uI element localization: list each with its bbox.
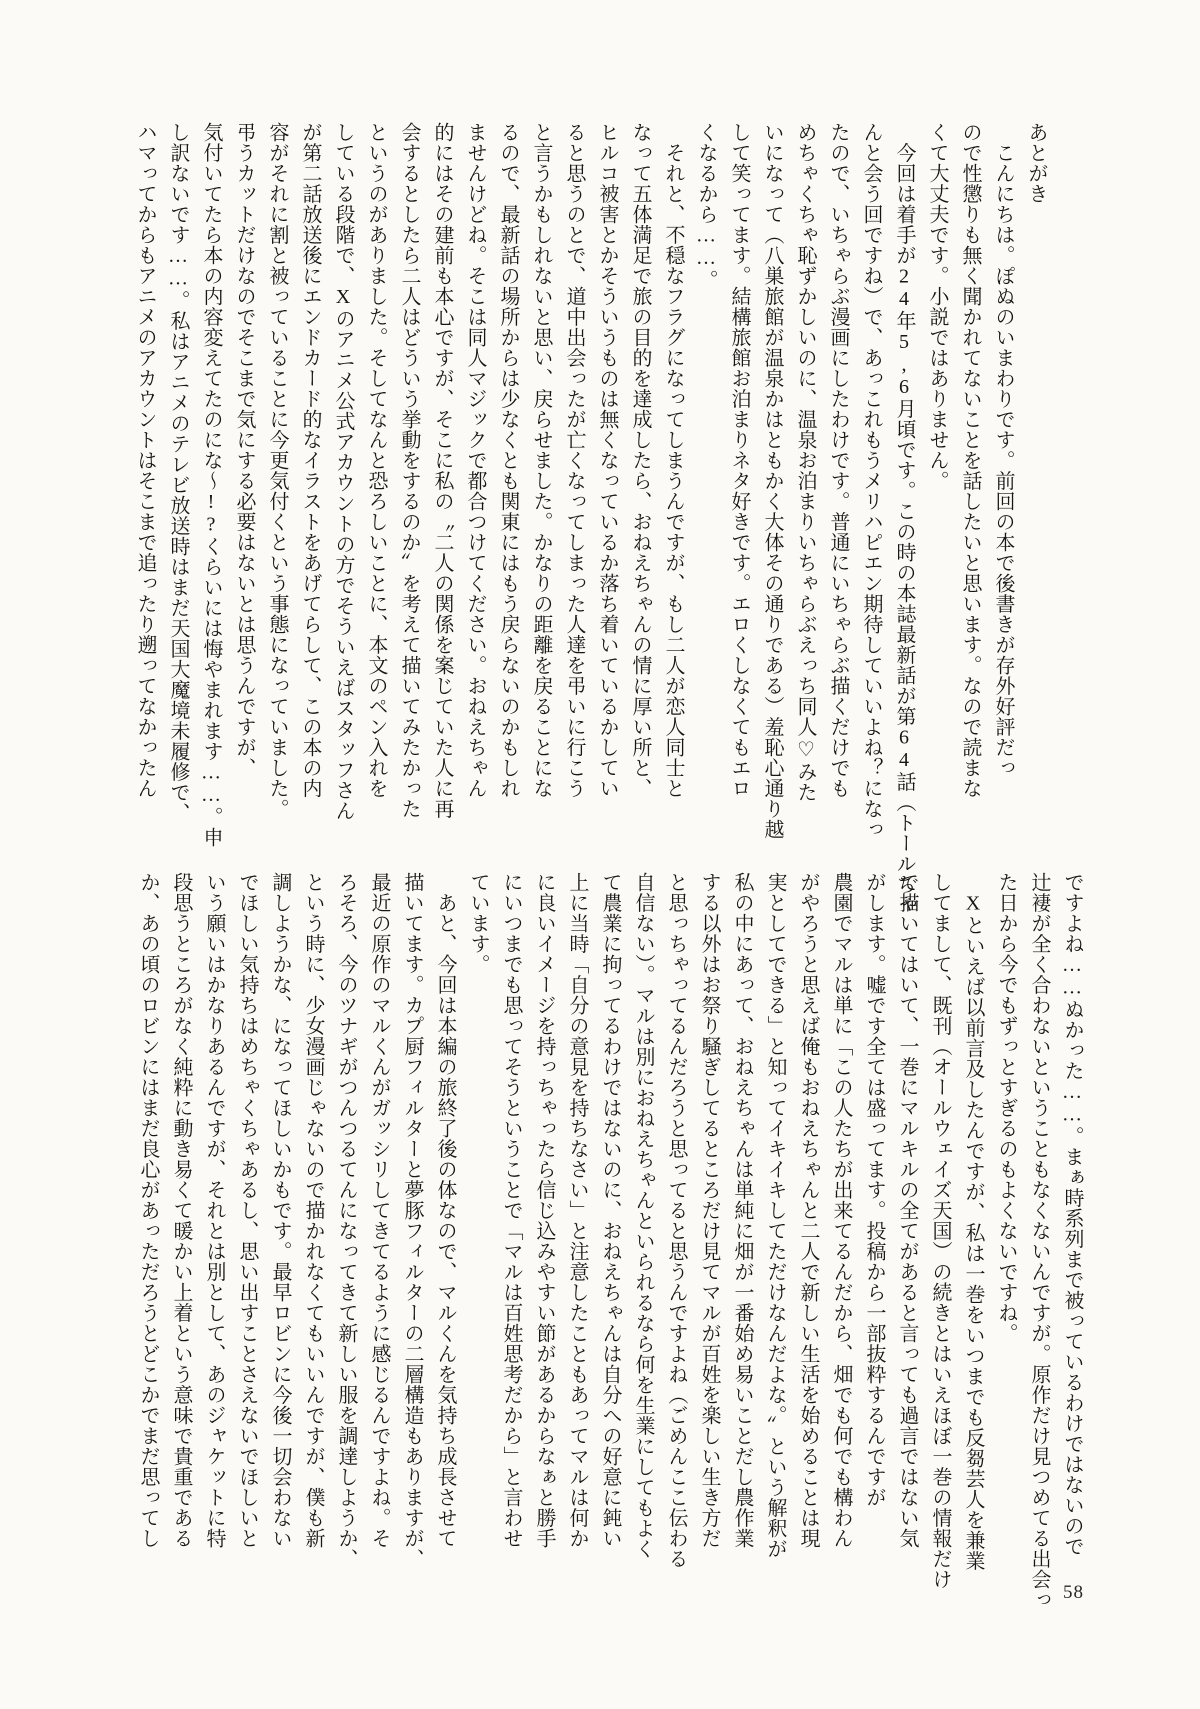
text-line: と言うかもしれないと思い、戻らせました。かなりの距離を戻ることにな [530,122,552,799]
text-line: た日から今でもずっとすぎるのもよくないですね。 [995,872,1017,1344]
text-line: て農業に拘ってるわけではないのに、おねえちゃんは自分への好意に鈍い [599,872,621,1549]
text-line: して笑ってます。結構旅館お泊まりネタ好きです。エロくしなくてもエロ [728,122,750,799]
text-line: いになって（八巣旅館が温泉かはともかく大体その通りである）羞恥心通り越 [761,122,783,840]
text-line: と思っちゃってるんだろうと思ってると思うんですよね（ごめんここ伝わる [665,872,687,1569]
text-line: というのがありました。そしてなんと恐ろしいことに、本文のペン入れを [365,122,387,799]
text-line: 的にはその建前も本心ですが、そこに私の〝二人の関係を案じていた人に再 [431,122,453,819]
text-line: こんにちは。ぽぬのいまわりです。前回の本で後書きが存外好評だっ [992,122,1014,778]
text-line: 最近の原作のマルくんがガッシリしてきてるように感じるんですよね。そ [368,872,390,1549]
text-line: あと、今回は本編の旅終了後の体なので、マルくんを気持ち成長させて [434,872,456,1549]
text-line: 実としてできる」と知ってイキイキしてただけなんだよな。〟という解釈が [764,872,786,1559]
text-line: 会するとしたら二人はどういう挙動をするのか〟を考えて描いてみたかった [398,122,420,819]
text-line: がします。嘘です全ては盛ってます。投稿から一部抜粋するんですが [863,872,885,1508]
text-line: 上に当時「自分の意見を持ちなさい」と注意したこともあってマルは何か [566,872,588,1549]
text-line: 容がそれに割と被っていることに今更気付くという事態になっていました。 [266,122,288,819]
text-line: か、あの頃のロビンにはまだ良心があっただろうとどこかでまだ思ってし [137,872,159,1549]
text-line: めちゃくちゃ恥ずかしいのに、温泉お泊まりいちゃらぶえっち同人♡みた [794,122,816,803]
text-line: する以外はお祭り騒ぎしてるところだけ見てマルが百姓を楽しい生き方だ [698,872,720,1549]
text-line: なって五体満足で旅の目的を達成したら、おねえちゃんの情に厚い所と、 [629,122,651,799]
text-line: ので性懲りも無く聞かれてないことを話したいと思います。なので読まな [959,122,981,799]
text-line: で描いてはいて、一巻にマルキルの全てがあると言っても過言ではない気 [896,872,918,1549]
text-line: んと会う回ですね）で、あっこれもうメリハピエン期待していいよね？になっ [860,122,882,840]
afterword-block-top [128,122,1052,915]
text-line: が第二話放送後にエンドカード的なイラストをあげてらして、この本の内 [299,122,321,799]
text-line: 弔うカットだけなのでそこまで気にする必要はないとは思うんですが、 [233,122,255,778]
text-line: るので、最新話の場所からは少なくとも関東にはもう戻らないのかもしれ [497,122,519,799]
text-line: ハマってからもアニメのアカウントはそこまで追ったり遡ってなかったん [134,122,156,799]
text-line: 気付いてたら本の内容変えてたのにな〜!?くらいには悔やまれます……。申 [200,122,222,848]
afterword-title: あとがき [1025,122,1047,204]
text-line: ませんけどね。そこは同人マジックで都合つけてください。おねえちゃん [464,122,486,799]
text-line: がやろうと思えば俺もおねえちゃんと二人で新しい生活を始めることは現 [797,872,819,1549]
text-line: している段階で、Xのアニメ公式アカウントの方でそういえばスタッフさん [332,122,354,821]
text-line: にいつまでも思ってそうということで「マルは百姓思考だから」と言わせ [500,872,522,1549]
text-line: ですよね……ぬかった……。まぁ時系列まで被っているわけではないので [1061,872,1083,1557]
text-line: ろそろ、今のツナギがつんつるてんになってきて新しい服を調達しようか、 [335,872,357,1569]
text-line: 辻褄が全く合わないということもなくないんですが。原作だけ見つめてる出会っ [1028,872,1050,1610]
page-number: 58 [1063,1582,1084,1603]
text-line: ヒルコ被害とかそういうものは無くなっているか落ち着いているかしてい [596,122,618,799]
text-line: 私の中にあって、おねえちゃんは単純に畑が一番始め易いことだし農作業 [731,872,753,1549]
afterword-block-bottom [131,872,1088,1647]
text-line: し訳ないです……。私はアニメのテレビ放送時はまだ天国大魔境未履修で、 [167,122,189,823]
text-line: 農園でマルは単に「この人たちが出来てるんだから、畑でも何でも構わん [830,872,852,1549]
text-line: くて大丈夫です。小説ではありません。 [926,122,948,491]
text-line: 調しようかな、になってほしいかもです。最早ロビンに今後一切会わない [269,872,291,1549]
text-line: くなるから……。 [695,122,717,290]
text-line: たので、いちゃらぶ漫画にしたわけです。普通にいちゃらぶ描くだけでも [827,122,849,799]
text-line: という時に、少女漫画じゃないので描かれなくてもいいんですが、僕も新 [302,872,324,1549]
text-line: いう願いはかなりあるんですが、それとは別として、あのジャケットに特 [203,872,225,1549]
text-line: それと、不穏なフラグになってしまうんですが、もし二人が恋人同士と [662,122,684,799]
text-line: でほしい気持ちはめちゃくちゃあるし、思い出すことさえないでほしいと [236,872,258,1549]
text-line: ています。 [467,872,489,975]
text-line: Xといえば以前言及したんですが、私は一巻をいつまでも反芻芸人を兼業 [962,872,984,1571]
text-line: 描いてます。カプ厨フィルターと夢豚フィルターの二層構造もありますが、 [401,872,423,1569]
text-line: 自信ない）。マルは別におねえちゃんといられるなら何を生業にしてもよく [632,872,654,1559]
text-line: に良いイメージを持っちゃったら信じ込みやすい節があるからなぁと勝手 [533,872,555,1549]
text-line: 段思うところがなく純粋に動き易くて暖かい上着という意味で貴重である [170,872,192,1549]
text-line: 今回は着手が24年5,6月頃です。この時の本誌最新話が第64話（トールちゃ [893,122,915,915]
text-line: ると思うのとで、道中出会ったが亡くなってしまった人達を弔いに行こう [563,122,585,799]
text-line: してまして、既刊（オールウェイズ天国）の続きとはいえほぼ一巻の情報だけ [929,872,951,1590]
